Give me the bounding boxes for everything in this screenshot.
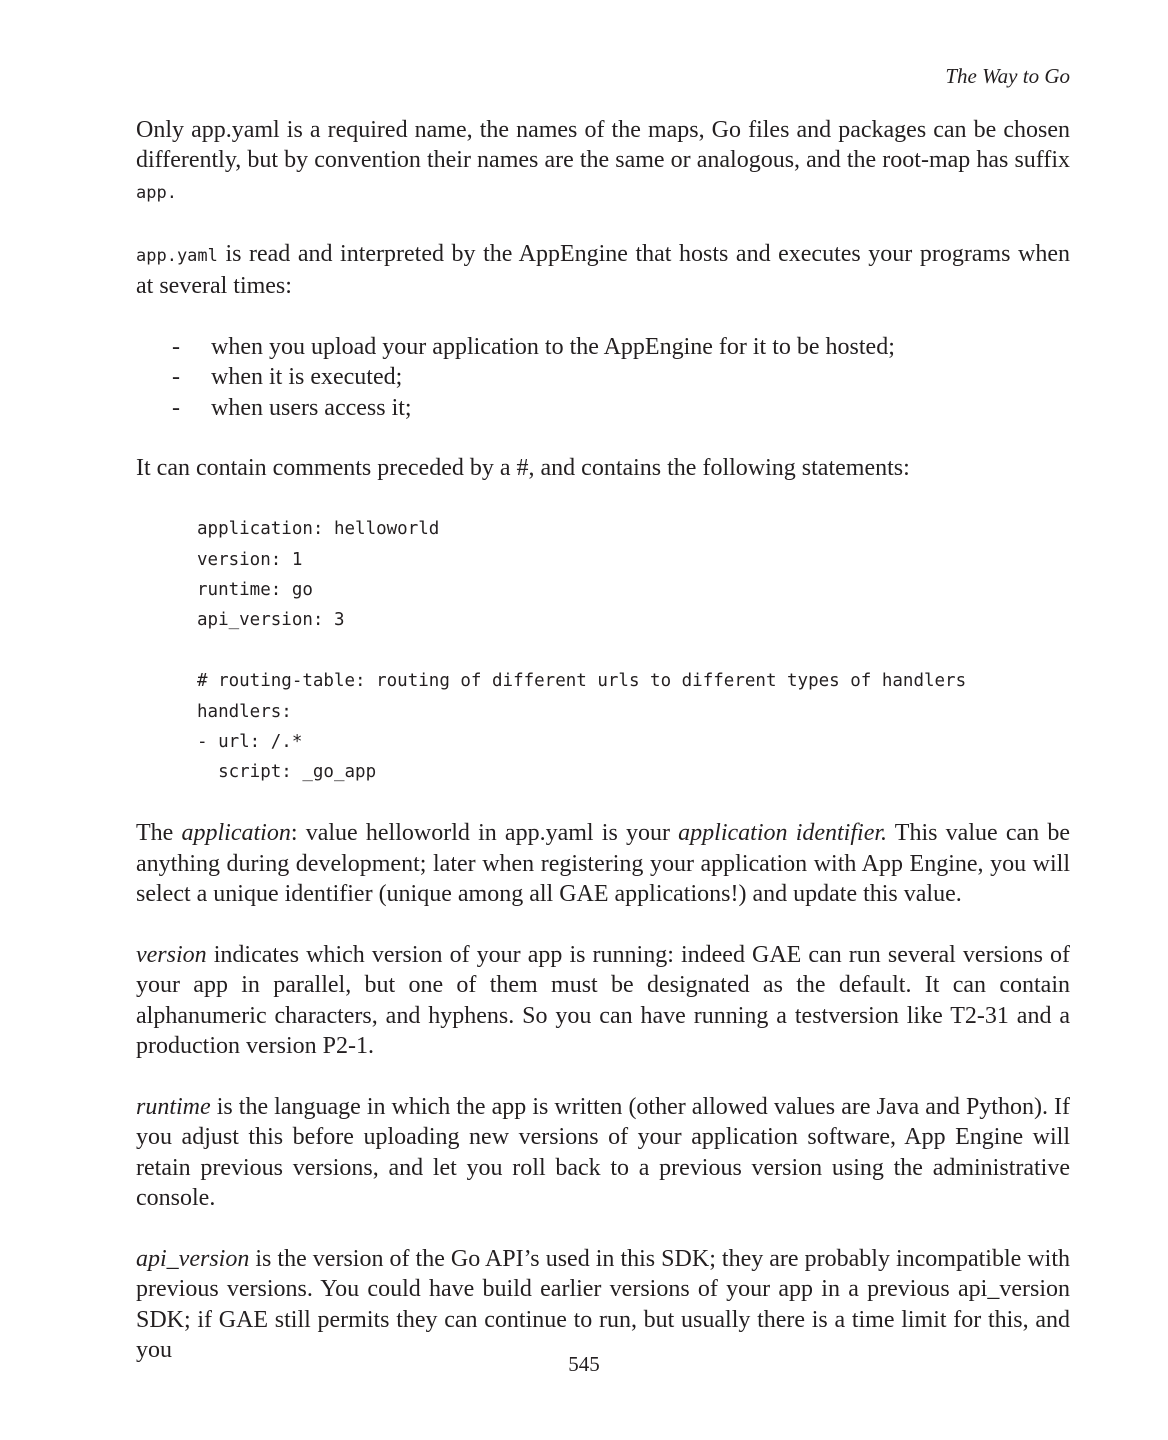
- emphasis-api-version: api_version: [136, 1245, 250, 1272]
- paragraph-required-name: [136, 115, 1070, 208]
- paragraph-application: [136, 818, 1070, 909]
- list-item-text: when you upload your application to the AppEngine for it to be hosted;: [211, 333, 895, 360]
- list-dash: -: [172, 394, 180, 421]
- paragraph-version: [136, 940, 1070, 1062]
- read-times-list: [136, 332, 1070, 423]
- paragraph-runtime: [136, 1092, 1070, 1214]
- page-body: [136, 115, 1070, 1396]
- list-dash: -: [172, 364, 180, 391]
- page-number: 545: [568, 1352, 600, 1376]
- list-item-text: when users access it;: [211, 394, 412, 421]
- inline-code: app.yaml: [136, 245, 218, 266]
- emphasis-version: version: [136, 941, 207, 968]
- paragraph-app-yaml: [136, 239, 1070, 302]
- inline-code: app.: [136, 182, 177, 203]
- running-head: The Way to Go: [945, 64, 1070, 88]
- list-item: [136, 332, 1070, 362]
- paragraph-text: is the language in which the app is written (other allowed values are Java and Python). If you adjust this before uploading new versions of your application software, App Engine will retain previous versions, and let you roll back to a previous version using the administrative console.: [136, 1093, 1070, 1212]
- emphasis-runtime: runtime: [136, 1093, 211, 1120]
- list-item: [136, 393, 1070, 423]
- paragraph-text: Only app.yaml is a required name, the names of the maps, Go files and packages can be chosen differently, but by convention their names are the same or analogous, and the root-map has suffix: [136, 117, 1070, 174]
- list-dash: -: [172, 333, 180, 360]
- yaml-code-block: application: helloworld version: 1 runtime: go api_version: 3 # routing-table: routing of different urls to different types of handlers handlers: - url: /.* script: _go_app: [197, 519, 967, 783]
- emphasis-application: application: [181, 820, 291, 847]
- paragraph-text: This value can be anything during development; later when registering your application with App Engine, you will select a unique identifier (unique among all GAE applications!) and update this value.: [136, 820, 1070, 908]
- paragraph-text: is the version of the Go API’s used in this SDK; they are probably incompatible with previous versions. You could have build earlier versions of your app in a previous api_version SDK; if GAE still permits they can continue to run, but usually there is a time limit for this, and you: [136, 1245, 1070, 1364]
- paragraph-api-version: [136, 1244, 1070, 1366]
- emphasis-application-identifier: application identifier.: [678, 820, 888, 847]
- paragraph-comments: It can contain comments preceded by a #, and contains the following statements:: [136, 455, 910, 482]
- paragraph-text: indicates which version of your app is running: indeed GAE can run several versions of your app in parallel, but one of them must be designated as the default. It can contain alphanumeric characters, and hyphens. So you can have running a testversion like T2-31 and a production version P2-1.: [136, 941, 1070, 1060]
- paragraph-text: : value helloworld in app.yaml is your: [290, 820, 679, 847]
- paragraph-text: The: [136, 820, 182, 847]
- list-item-text: when it is executed;: [211, 364, 403, 391]
- list-item: [136, 362, 1070, 392]
- paragraph-text: is read and interpreted by the AppEngine that hosts and executes your programs when at several times:: [136, 240, 1070, 300]
